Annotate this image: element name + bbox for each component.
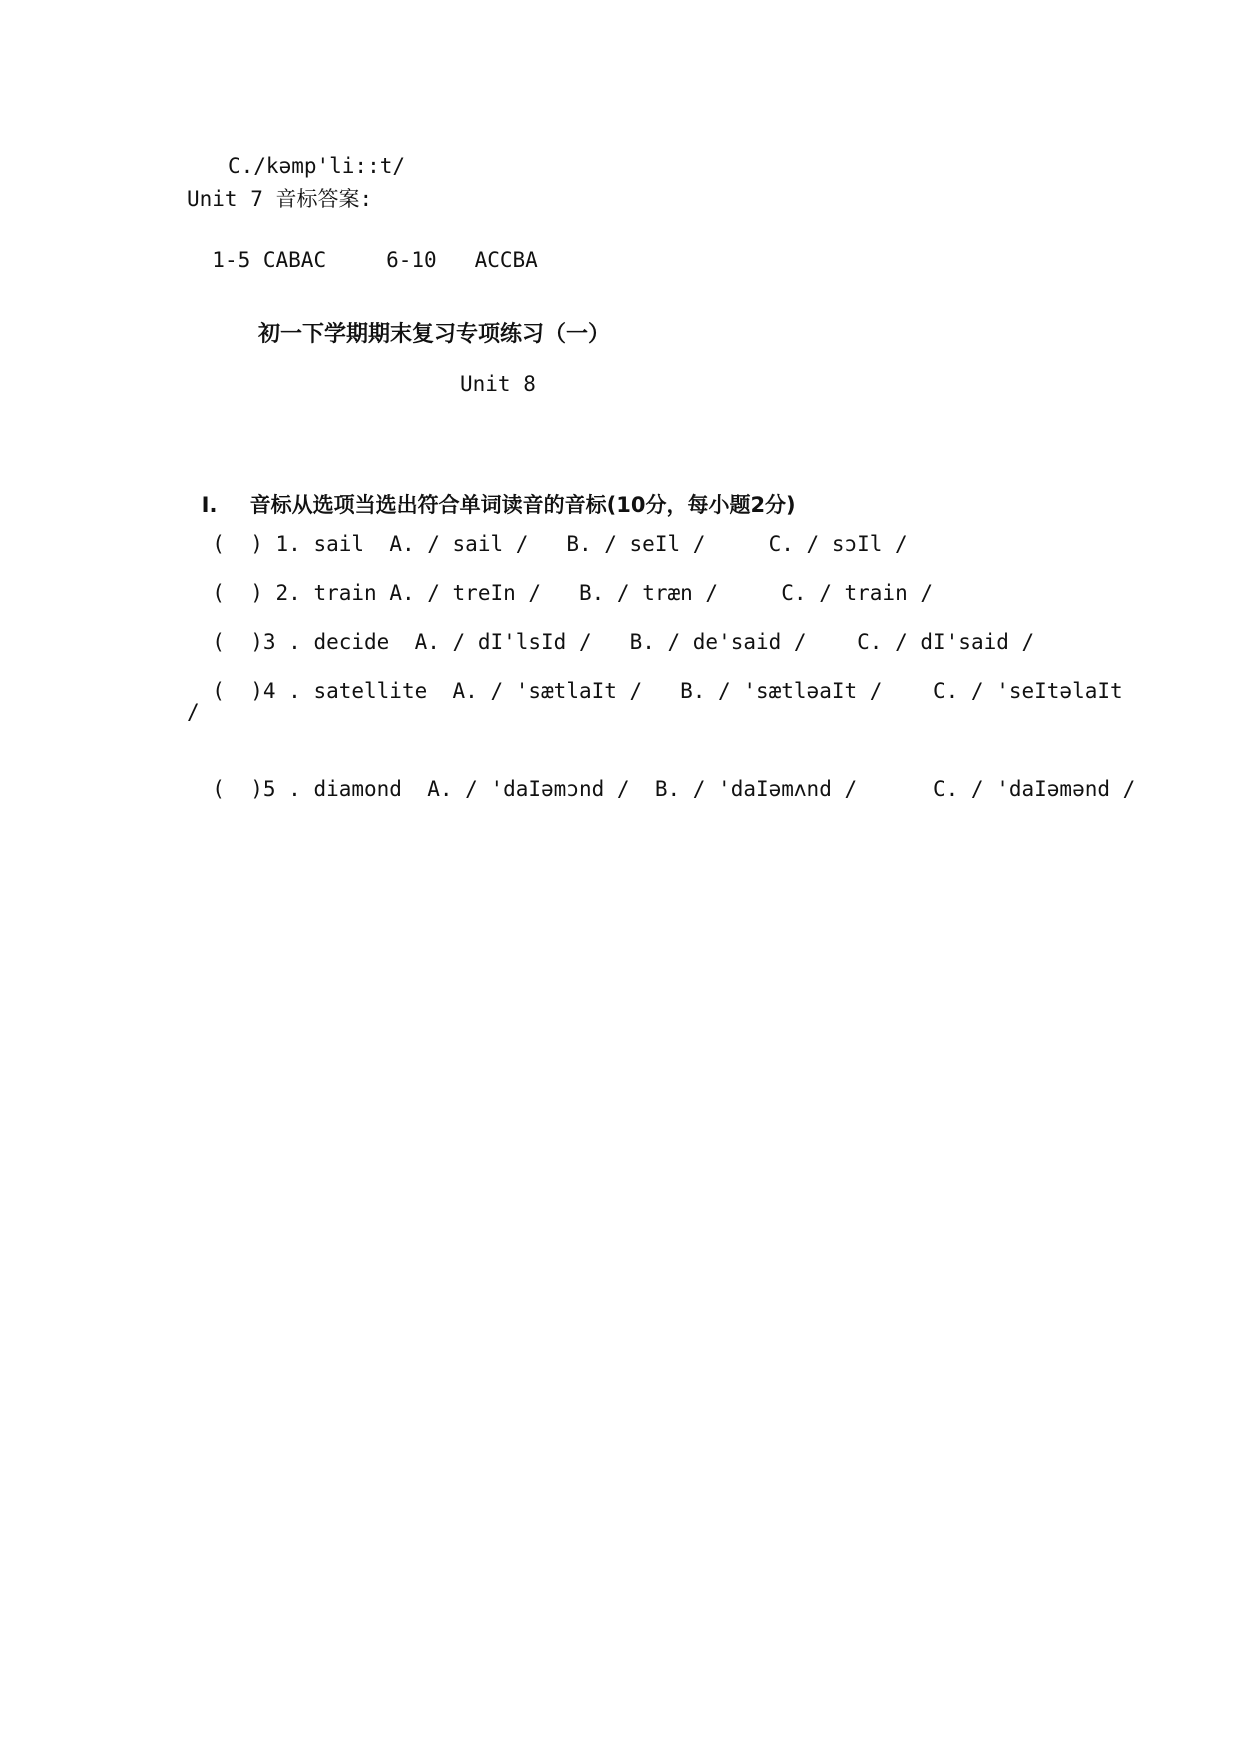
question-4-wrap: / [187, 700, 200, 724]
question-5 [187, 747, 1135, 803]
question-prefix: ( )5 . diamond [212, 777, 402, 801]
question-prefix: ( ) 1. sail [212, 532, 365, 556]
question-2 [187, 551, 933, 607]
section-number: I. [201, 493, 218, 517]
question-1 [187, 502, 908, 558]
option-a[interactable]: A. / dI'lsId / [414, 630, 592, 654]
section-instruction: 音标从选项当选出符合单词读音的音标(10分，每小题2分) [249, 493, 796, 517]
question-3 [187, 600, 1034, 656]
option-c[interactable]: C. / train / [781, 581, 933, 605]
option-a[interactable]: A. / 'daIəmɔnd / [427, 777, 630, 801]
option-b[interactable]: B. / 'daIəmʌnd / [654, 777, 858, 801]
answer-row [187, 218, 538, 274]
option-b[interactable]: B. / 'sætləaIt / [680, 679, 883, 703]
option-a[interactable]: A. / 'sætlaIt / [452, 679, 643, 703]
question-prefix: ( )3 . decide [212, 630, 390, 654]
option-c[interactable]: C. / 'daIəmənd / [933, 777, 1136, 801]
option-b[interactable]: B. / de'said / [629, 630, 807, 654]
option-c[interactable]: C. / 'seItəlaIt [933, 679, 1123, 703]
answers-1-5: 1-5 CABAC [212, 248, 327, 272]
answer-option-c: C./kəmp'li::t/ [228, 154, 406, 178]
question-prefix: ( )4 . satellite [212, 679, 428, 703]
answers-6-10: 6-10 ACCBA [386, 248, 538, 272]
option-b[interactable]: B. / seIl / [566, 532, 706, 556]
option-c[interactable]: C. / sɔIl / [768, 532, 908, 556]
option-a[interactable]: A. / sail / [389, 532, 529, 556]
question-4 [187, 649, 1123, 705]
exercise-title: 初一下学期期末复习专项练习（一） [258, 322, 611, 347]
option-a[interactable]: A. / treIn / [389, 581, 542, 605]
option-b[interactable]: B. / træn / [578, 581, 719, 605]
question-prefix: ( ) 2. train [212, 581, 377, 605]
option-c[interactable]: C. / dI'said / [857, 630, 1035, 654]
unit7-answer-label: Unit 7 音标答案: [187, 187, 373, 211]
unit-label: Unit 8 [460, 372, 536, 396]
